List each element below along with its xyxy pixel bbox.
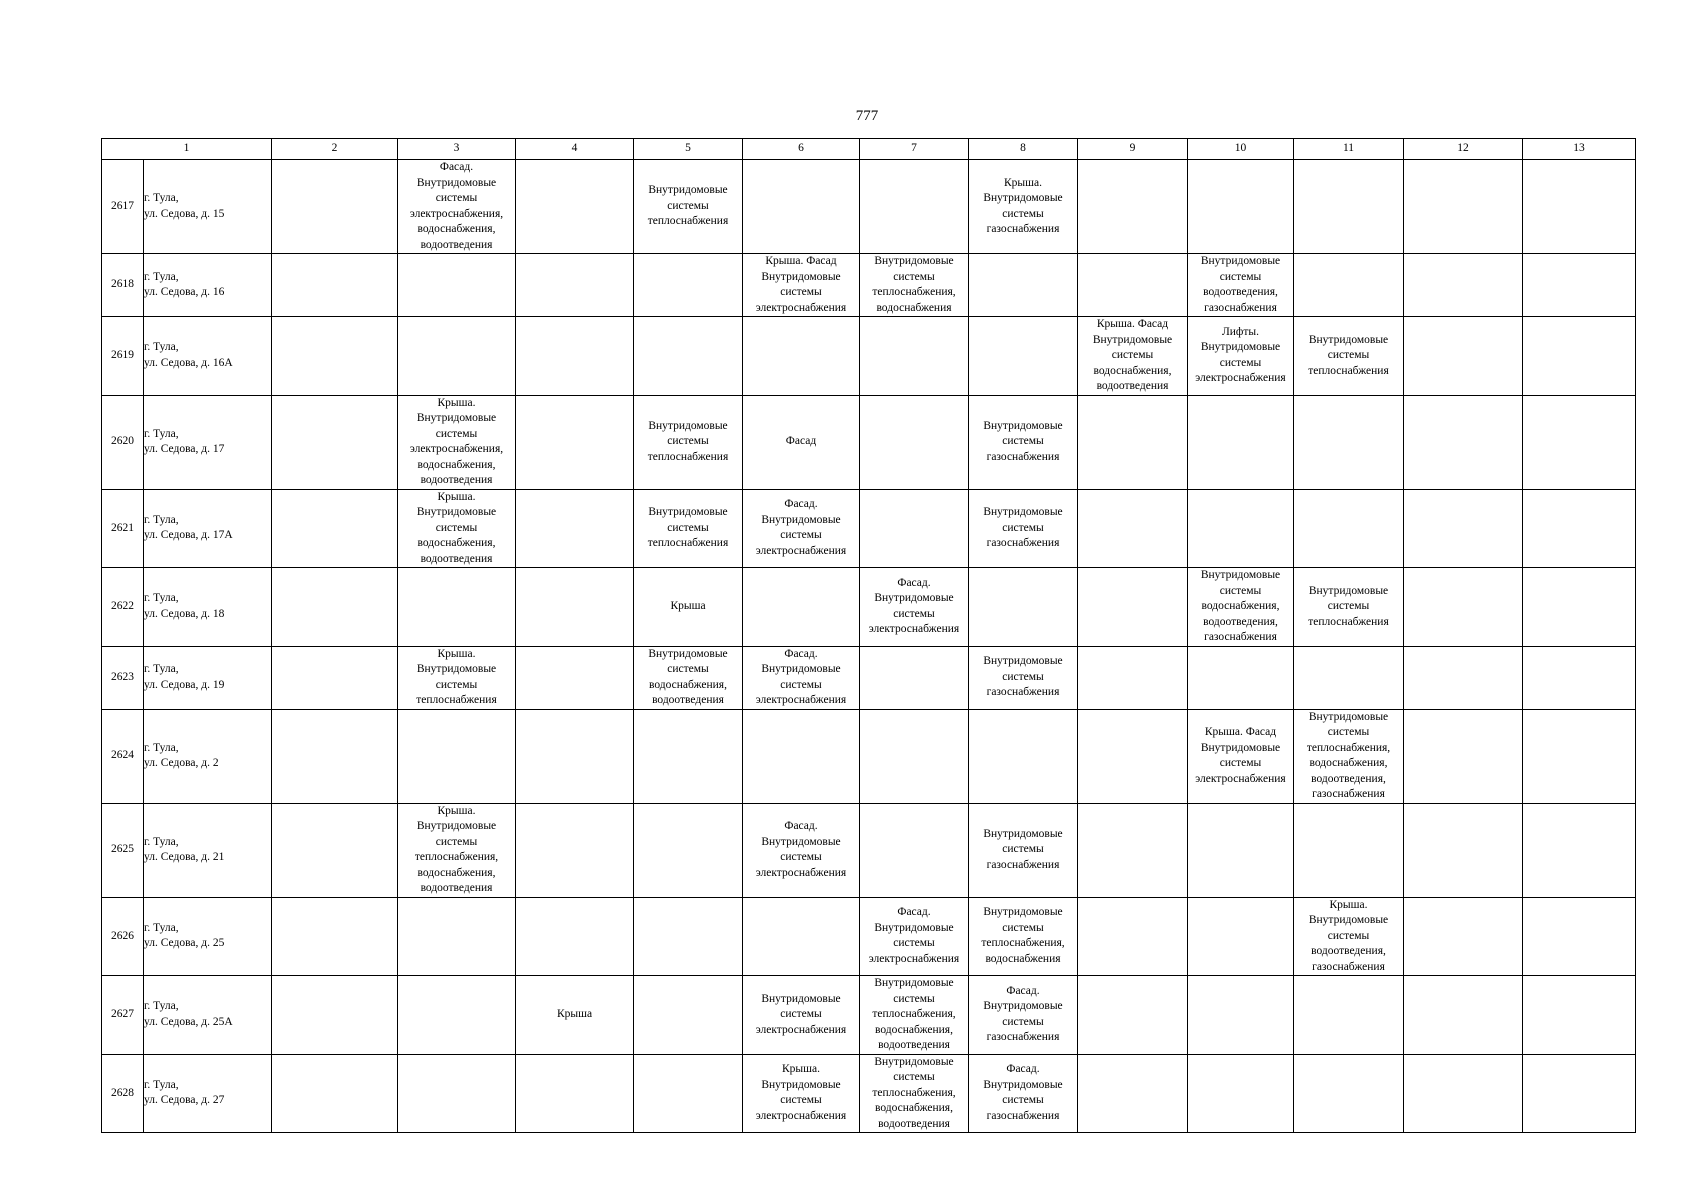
column-header: 4	[516, 139, 634, 160]
work-cell	[1523, 160, 1636, 254]
work-cell	[272, 489, 398, 568]
work-cell	[272, 976, 398, 1055]
work-cell	[1294, 976, 1404, 1055]
work-text: Крыша. Внутридомовые системы водоотведения, газоснабжения	[1308, 898, 1389, 973]
work-cell	[398, 254, 516, 317]
table-row	[102, 803, 1636, 897]
work-cell	[743, 1054, 860, 1133]
work-cell	[1294, 395, 1404, 489]
work-cell	[1078, 803, 1188, 897]
work-cell	[1523, 646, 1636, 709]
work-cell	[969, 646, 1078, 709]
work-cell	[272, 395, 398, 489]
work-cell	[272, 709, 398, 803]
work-text: Крыша. Внутридомовые системы теплоснабжения, водоснабжения, водоотведения	[414, 804, 499, 894]
work-text: Внутридомовые системы теплоснабжения, водоснабжения, водоотведения	[872, 1055, 956, 1130]
work-cell	[516, 646, 634, 709]
work-cell	[860, 395, 969, 489]
work-cell	[969, 897, 1078, 976]
address-city: г. Тула,	[144, 741, 179, 754]
column-header: 13	[1523, 139, 1636, 160]
work-cell	[743, 395, 860, 489]
work-cell	[516, 160, 634, 254]
work-text: Внутридомовые системы теплоснабжения	[647, 506, 729, 549]
work-cell	[272, 317, 398, 396]
work-cell	[860, 1054, 969, 1133]
column-header: 12	[1404, 139, 1523, 160]
work-cell	[398, 646, 516, 709]
work-cell	[1294, 646, 1404, 709]
work-text: Внутридомовые системы теплоснабжения, водоснабжения	[872, 255, 956, 314]
work-cell	[1523, 254, 1636, 317]
row-number: 2618	[102, 254, 144, 317]
work-cell	[272, 568, 398, 647]
work-cell	[398, 395, 516, 489]
address-cell	[144, 395, 272, 489]
work-cell	[634, 568, 743, 647]
work-text: Внутридомовые системы теплоснабжения	[647, 419, 729, 463]
work-cell	[743, 976, 860, 1055]
address-city: г. Тула,	[144, 270, 179, 283]
column-header: 8	[969, 139, 1078, 160]
page-number: 777	[855, 108, 879, 124]
address-street: ул. Седова, д. 2	[144, 757, 219, 769]
work-text: Внутридомовые системы газоснабжения	[983, 655, 1063, 699]
work-cell	[1188, 254, 1294, 317]
address-street: ул. Седова, д. 19	[144, 678, 225, 691]
work-cell	[1404, 976, 1523, 1055]
work-cell	[634, 254, 743, 317]
address-cell	[144, 709, 272, 803]
work-cell	[1188, 160, 1294, 254]
work-text: Фасад. Внутридомовые системы электроснабжения, водоснабжения, водоотведения	[409, 161, 504, 251]
row-number: 2620	[102, 395, 144, 489]
work-cell	[1404, 568, 1523, 647]
column-header: 2	[272, 139, 398, 160]
address-city: г. Тула,	[144, 1000, 179, 1013]
work-cell	[969, 709, 1078, 803]
work-text: Фасад. Внутридомовые системы электроснабжения	[868, 906, 960, 965]
work-cell	[1523, 1054, 1636, 1133]
work-cell	[1294, 803, 1404, 897]
work-cell	[969, 803, 1078, 897]
work-cell	[860, 160, 969, 254]
work-cell	[743, 160, 860, 254]
column-number-row	[102, 139, 1636, 160]
work-cell	[1404, 489, 1523, 568]
work-cell	[1294, 160, 1404, 254]
work-cell	[1294, 1054, 1404, 1133]
work-cell	[634, 646, 743, 709]
work-cell	[743, 317, 860, 396]
table-body	[102, 160, 1636, 1133]
address-cell	[144, 646, 272, 709]
work-cell	[1294, 317, 1404, 396]
work-cell	[1188, 646, 1294, 709]
work-cell	[398, 568, 516, 647]
work-cell	[1078, 646, 1188, 709]
work-cell	[860, 568, 969, 647]
work-cell	[1294, 568, 1404, 647]
work-cell	[1188, 803, 1294, 897]
work-cell	[969, 160, 1078, 254]
work-cell	[1294, 254, 1404, 317]
work-cell	[516, 709, 634, 803]
table-row	[102, 897, 1636, 976]
work-cell	[1523, 395, 1636, 489]
address-cell	[144, 568, 272, 647]
work-text: Внутридомовые системы водоснабжения, водоотведения	[648, 647, 728, 706]
work-cell	[1078, 395, 1188, 489]
work-text: Внутридомовые системы теплоснабжения, водоснабжения	[981, 906, 1065, 965]
work-text: Крыша. Фасад Внутридомовые системы электроснабжения	[1195, 726, 1286, 785]
row-number: 2617	[102, 160, 144, 254]
work-cell	[1188, 395, 1294, 489]
work-cell	[398, 1054, 516, 1133]
work-text: Внутридомовые системы теплоснабжения, водоснабжения, водоотведения, газоснабжения	[1306, 710, 1391, 800]
work-text: Внутридомовые системы газоснабжения	[983, 506, 1063, 549]
work-cell	[1188, 897, 1294, 976]
address-cell	[144, 897, 272, 976]
work-text: Крыша	[556, 1008, 593, 1020]
row-number: 2627	[102, 976, 144, 1055]
work-cell	[272, 646, 398, 709]
work-cell	[1523, 897, 1636, 976]
work-cell	[1523, 976, 1636, 1055]
address-city: г. Тула,	[144, 835, 179, 848]
work-cell	[969, 1054, 1078, 1133]
work-cell	[1523, 568, 1636, 647]
work-cell	[516, 803, 634, 897]
work-text: Внутридомовые системы водоснабжения, водоотведения, газоснабжения	[1200, 569, 1281, 643]
work-text: Фасад. Внутридомовые системы электроснабжения	[868, 576, 960, 636]
column-header: 5	[634, 139, 743, 160]
work-cell	[1404, 897, 1523, 976]
work-cell	[1404, 395, 1523, 489]
row-number: 2624	[102, 709, 144, 803]
work-cell	[1188, 568, 1294, 647]
work-cell	[1078, 254, 1188, 317]
work-text: Крыша	[670, 600, 706, 612]
work-text: Фасад. Внутридомовые системы электроснабжения	[755, 820, 847, 879]
work-cell	[634, 976, 743, 1055]
work-text: Внутридомовые системы теплоснабжения	[647, 184, 729, 228]
address-street: ул. Седова, д. 16	[144, 286, 225, 298]
work-cell	[272, 254, 398, 317]
work-cell	[272, 1054, 398, 1133]
work-text: Фасад. Внутридомовые системы газоснабжения	[983, 984, 1063, 1044]
work-cell	[516, 568, 634, 647]
work-cell	[743, 709, 860, 803]
work-cell	[516, 395, 634, 489]
work-text: Лифты. Внутридомовые системы электроснабжения	[1195, 325, 1286, 385]
work-cell	[743, 803, 860, 897]
work-cell	[1188, 709, 1294, 803]
row-number: 2628	[102, 1054, 144, 1133]
row-number: 2619	[102, 317, 144, 396]
work-text: Крыша. Внутридомовые системы электроснабжения	[755, 1063, 847, 1122]
work-cell	[1188, 976, 1294, 1055]
work-cell	[1078, 976, 1188, 1055]
address-city: г. Тула,	[144, 1078, 179, 1091]
address-cell	[144, 976, 272, 1055]
work-text: Фасад. Внутридомовые системы газоснабжения	[983, 1063, 1063, 1122]
address-street: ул. Седова, д. 27	[144, 1094, 225, 1107]
work-cell	[1078, 1054, 1188, 1133]
work-cell	[1188, 317, 1294, 396]
work-cell	[1523, 709, 1636, 803]
work-cell	[1523, 803, 1636, 897]
work-cell	[860, 803, 969, 897]
address-cell	[144, 160, 272, 254]
work-cell	[860, 489, 969, 568]
address-city: г. Тула,	[144, 192, 179, 204]
work-cell	[1078, 160, 1188, 254]
work-text: Внутридомовые системы водоотведения, газоснабжения	[1200, 255, 1281, 314]
work-text: Крыша. Фасад Внутридомовые системы электроснабжения	[755, 255, 847, 314]
address-street: ул. Седова, д. 25А	[144, 1015, 233, 1028]
work-cell	[516, 254, 634, 317]
row-number: 2621	[102, 489, 144, 568]
address-city: г. Тула,	[144, 427, 179, 440]
work-cell	[969, 317, 1078, 396]
table-row	[102, 160, 1636, 254]
column-header: 11	[1294, 139, 1404, 160]
work-cell	[1078, 317, 1188, 396]
work-cell	[1294, 709, 1404, 803]
address-city: г. Тула,	[144, 921, 179, 934]
address-street: ул. Седова, д. 16А	[144, 356, 233, 369]
work-cell	[969, 489, 1078, 568]
row-number: 2623	[102, 646, 144, 709]
column-header: 6	[743, 139, 860, 160]
repair-schedule-table	[101, 138, 1636, 1133]
work-cell	[969, 395, 1078, 489]
work-cell	[398, 317, 516, 396]
address-cell	[144, 254, 272, 317]
address-street: ул. Седова, д. 17А	[144, 529, 233, 542]
work-cell	[634, 897, 743, 976]
address-street: ул. Седова, д. 25	[144, 937, 225, 950]
work-cell	[743, 489, 860, 568]
work-cell	[634, 160, 743, 254]
work-cell	[1078, 897, 1188, 976]
work-cell	[398, 709, 516, 803]
work-cell	[1188, 489, 1294, 568]
work-cell	[398, 976, 516, 1055]
work-cell	[398, 803, 516, 897]
work-cell	[1294, 897, 1404, 976]
work-cell	[743, 568, 860, 647]
work-cell	[860, 317, 969, 396]
address-street: ул. Седова, д. 21	[144, 851, 225, 863]
table-row	[102, 568, 1636, 647]
work-cell	[1404, 646, 1523, 709]
table-row	[102, 976, 1636, 1055]
work-cell	[969, 976, 1078, 1055]
address-street: ул. Седова, д. 17	[144, 443, 225, 455]
work-cell	[1523, 489, 1636, 568]
table-row	[102, 254, 1636, 317]
work-text: Фасад. Внутридомовые системы электроснабжения	[755, 498, 847, 557]
work-text: Внутридомовые системы газоснабжения	[983, 827, 1063, 871]
address-cell	[144, 489, 272, 568]
address-street: ул. Седова, д. 18	[144, 607, 225, 620]
work-cell	[516, 897, 634, 976]
work-cell	[1523, 317, 1636, 396]
table-row	[102, 317, 1636, 396]
work-cell	[1404, 803, 1523, 897]
work-cell	[516, 1054, 634, 1133]
address-city: г. Тула,	[144, 513, 179, 526]
work-cell	[272, 897, 398, 976]
row-number: 2622	[102, 568, 144, 647]
work-cell	[743, 897, 860, 976]
work-text: Внутридомовые системы теплоснабжения	[1308, 584, 1389, 628]
work-cell	[1404, 709, 1523, 803]
work-cell	[272, 803, 398, 897]
table-row	[102, 395, 1636, 489]
table-row	[102, 489, 1636, 568]
address-cell	[144, 803, 272, 897]
work-cell	[398, 489, 516, 568]
work-cell	[1404, 1054, 1523, 1133]
row-number: 2626	[102, 897, 144, 976]
work-cell	[1404, 254, 1523, 317]
table-row	[102, 709, 1636, 803]
work-cell	[1404, 317, 1523, 396]
column-header: 9	[1078, 139, 1188, 160]
work-cell	[634, 803, 743, 897]
work-text: Внутридомовые системы теплоснабжения, водоснабжения, водоотведения	[872, 977, 956, 1051]
work-cell	[634, 709, 743, 803]
work-cell	[1188, 1054, 1294, 1133]
work-text: Крыша. Внутридомовые системы водоснабжения, водоотведения	[416, 490, 497, 565]
work-text: Внутридомовые системы электроснабжения	[755, 992, 847, 1036]
work-cell	[516, 489, 634, 568]
work-cell	[398, 897, 516, 976]
work-text: Внутридомовые системы газоснабжения	[983, 419, 1063, 463]
work-cell	[860, 646, 969, 709]
work-cell	[743, 646, 860, 709]
work-cell	[634, 317, 743, 396]
table-row	[102, 646, 1636, 709]
work-cell	[272, 160, 398, 254]
work-cell	[1078, 568, 1188, 647]
work-cell	[743, 254, 860, 317]
work-cell	[860, 897, 969, 976]
work-cell	[516, 317, 634, 396]
address-street: ул. Седова, д. 15	[144, 207, 225, 220]
work-cell	[398, 160, 516, 254]
work-cell	[1294, 489, 1404, 568]
work-cell	[860, 709, 969, 803]
address-city: г. Тула,	[144, 663, 179, 675]
column-header: 3	[398, 139, 516, 160]
work-text: Крыша. Фасад Внутридомовые системы водоснабжения, водоотведения	[1092, 318, 1173, 392]
address-city: г. Тула,	[144, 341, 179, 354]
work-text: Внутридомовые системы теплоснабжения	[1308, 333, 1389, 377]
work-text: Крыша. Внутридомовые системы электроснабжения, водоснабжения, водоотведения	[409, 396, 504, 486]
table-row	[102, 1054, 1636, 1133]
work-cell	[1078, 709, 1188, 803]
address-cell	[144, 317, 272, 396]
work-text: Крыша. Внутридомовые системы теплоснабжения	[416, 647, 497, 706]
work-cell	[1078, 489, 1188, 568]
work-text: Фасад	[785, 435, 817, 448]
work-cell	[969, 568, 1078, 647]
work-text: Фасад. Внутридомовые системы электроснабжения	[755, 647, 847, 706]
work-cell	[634, 489, 743, 568]
column-header: 7	[860, 139, 969, 160]
address-city: г. Тула,	[144, 592, 179, 605]
row-number: 2625	[102, 803, 144, 897]
work-cell	[1404, 160, 1523, 254]
work-cell	[634, 1054, 743, 1133]
work-cell	[969, 254, 1078, 317]
column-header: 1	[102, 139, 272, 160]
work-cell	[634, 395, 743, 489]
address-cell	[144, 1054, 272, 1133]
work-cell	[860, 254, 969, 317]
work-cell	[860, 976, 969, 1055]
work-cell	[516, 976, 634, 1055]
column-header: 10	[1188, 139, 1294, 160]
work-text: Крыша. Внутридомовые системы газоснабжения	[983, 176, 1063, 235]
